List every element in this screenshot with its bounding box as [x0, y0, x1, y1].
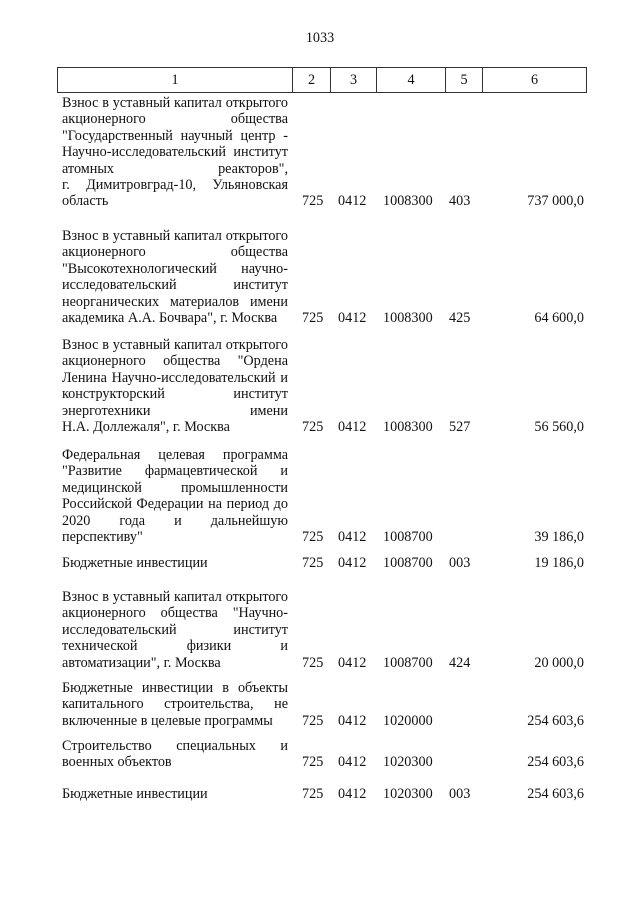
- description-line: академика А.А. Бочвара", г. Москва: [62, 309, 278, 326]
- cell-col-2: 725: [302, 529, 324, 545]
- cell-col-3: 0412: [338, 654, 367, 671]
- cell-col-4: 1008300: [383, 193, 433, 210]
- cell-col-3: 0412: [338, 419, 367, 435]
- description-line: капитального строительства, не: [62, 696, 288, 713]
- description-line: автоматизации", г. Москва: [62, 654, 221, 671]
- cell-col-6: 56 560,0: [534, 419, 584, 435]
- description-line: акционерного общества: [62, 244, 288, 261]
- description-line: акционерного общества "Научно-: [62, 605, 288, 622]
- table-row: [0, 589, 640, 671]
- description-line: Ленина Научно-исследовательский и: [62, 369, 288, 386]
- cell-col-5: 003: [449, 555, 471, 571]
- cell-col-2: 725: [302, 754, 324, 771]
- description-line: Бюджетные инвестиции: [62, 555, 208, 571]
- cell-col-3: 0412: [338, 712, 367, 729]
- cell-col-6: 20 000,0: [534, 654, 584, 671]
- header-col-6: 6: [482, 67, 587, 93]
- header-col-4: 4: [376, 67, 446, 93]
- cell-col-4: 1008300: [383, 419, 433, 435]
- row-description: [62, 447, 288, 545]
- table-row: [0, 786, 640, 802]
- cell-col-3: 0412: [338, 193, 367, 210]
- description-line: Строительство специальных и: [62, 738, 288, 754]
- header-col-5: 5: [445, 67, 483, 93]
- row-description: [62, 786, 288, 802]
- cell-col-3: 0412: [338, 786, 367, 802]
- description-line: военных объектов: [62, 754, 172, 771]
- description-line: 2020 года и дальнейшую: [62, 512, 288, 529]
- description-line: перспективу": [62, 528, 143, 545]
- cell-col-2: 725: [302, 193, 324, 210]
- description-line: "Государственный научный центр -: [62, 127, 288, 144]
- cell-col-3: 0412: [338, 310, 367, 326]
- page-number: 1033: [305, 30, 335, 46]
- description-line: неорганических материалов имени: [62, 293, 288, 310]
- row-description: [62, 738, 288, 771]
- cell-col-4: 1008300: [383, 310, 433, 326]
- row-description: [62, 337, 288, 435]
- cell-col-6: 254 603,6: [527, 754, 584, 771]
- description-line: Федеральная целевая программа: [62, 447, 288, 463]
- cell-col-5: 527: [449, 419, 471, 435]
- header-col-1: 1: [57, 67, 293, 93]
- cell-col-6: 39 186,0: [534, 529, 584, 545]
- description-line: энерготехники имени: [62, 402, 288, 419]
- description-line: исследовательский институт: [62, 621, 288, 638]
- cell-col-4: 1008700: [383, 654, 433, 671]
- description-line: Взнос в уставный капитал открытого: [62, 228, 288, 244]
- cell-col-3: 0412: [338, 754, 367, 771]
- row-description: [62, 680, 288, 729]
- cell-col-4: 1020000: [383, 712, 433, 729]
- description-line: технической физики и: [62, 638, 288, 655]
- row-description: [62, 589, 288, 671]
- description-line: Научно-исследовательский институт: [62, 144, 288, 161]
- table-row: [0, 738, 640, 771]
- cell-col-2: 725: [302, 712, 324, 729]
- description-line: "Высокотехнологический научно-: [62, 260, 288, 277]
- cell-col-6: 64 600,0: [534, 310, 584, 326]
- description-line: включенные в целевые программы: [62, 712, 273, 729]
- cell-col-6: 254 603,6: [527, 712, 584, 729]
- table-row: [0, 228, 640, 326]
- cell-col-5: 003: [449, 786, 471, 802]
- description-line: Н.А. Доллежаля", г. Москва: [62, 418, 230, 435]
- cell-col-2: 725: [302, 555, 324, 571]
- cell-col-5: 403: [449, 193, 471, 210]
- table-row: [0, 680, 640, 729]
- row-description: [62, 555, 288, 571]
- description-line: акционерного общества "Ордена: [62, 353, 288, 370]
- description-line: Взнос в уставный капитал открытого: [62, 589, 288, 605]
- cell-col-3: 0412: [338, 555, 367, 571]
- cell-col-5: 424: [449, 654, 471, 671]
- cell-col-3: 0412: [338, 529, 367, 545]
- cell-col-2: 725: [302, 310, 324, 326]
- description-line: Взнос в уставный капитал открытого: [62, 337, 288, 353]
- cell-col-4: 1020300: [383, 754, 433, 771]
- header-col-2: 2: [292, 67, 331, 93]
- header-col-3: 3: [330, 67, 377, 93]
- cell-col-2: 725: [302, 786, 324, 802]
- description-line: область: [62, 193, 109, 210]
- description-line: медицинской промышленности: [62, 479, 288, 496]
- description-line: г. Димитровград-10, Ульяновская: [62, 176, 288, 193]
- cell-col-5: 425: [449, 310, 471, 326]
- cell-col-2: 725: [302, 419, 324, 435]
- description-line: атомных реакторов",: [62, 160, 288, 177]
- cell-col-6: 254 603,6: [527, 786, 584, 802]
- cell-col-6: 737 000,0: [527, 193, 584, 210]
- table-row: [0, 447, 640, 545]
- cell-col-6: 19 186,0: [534, 555, 584, 571]
- cell-col-2: 725: [302, 654, 324, 671]
- cell-col-4: 1020300: [383, 786, 433, 802]
- description-line: Бюджетные инвестиции в объекты: [62, 680, 288, 696]
- table-row: [0, 337, 640, 435]
- description-line: Российской Федерации на период до: [62, 496, 288, 513]
- description-line: "Развитие фармацевтической и: [62, 463, 288, 480]
- description-line: акционерного общества: [62, 111, 288, 128]
- table-row: [0, 555, 640, 571]
- row-description: [62, 95, 288, 210]
- row-description: [62, 228, 288, 326]
- cell-col-4: 1008700: [383, 529, 433, 545]
- description-line: исследовательский институт: [62, 277, 288, 294]
- description-line: Взнос в уставный капитал открытого: [62, 95, 288, 111]
- description-line: Бюджетные инвестиции: [62, 786, 208, 802]
- description-line: конструкторский институт: [62, 386, 288, 403]
- cell-col-4: 1008700: [383, 555, 433, 571]
- table-row: [0, 95, 640, 210]
